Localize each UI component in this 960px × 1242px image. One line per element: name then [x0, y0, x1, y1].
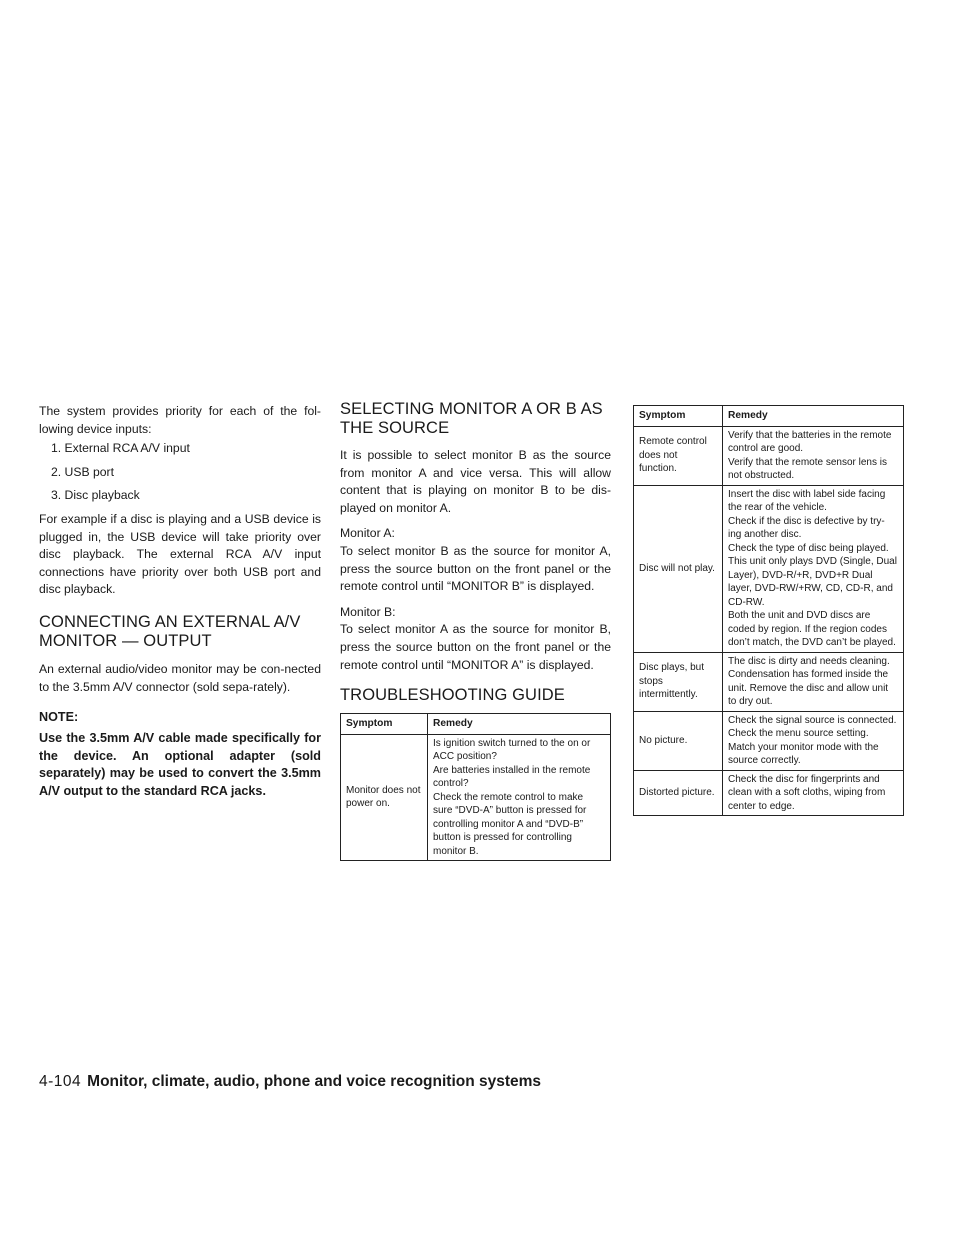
heading-line: THE SOURCE [340, 419, 450, 437]
section-heading-troubleshooting: TROUBLESHOOTING GUIDE [340, 686, 565, 705]
list-item: 1. External RCA A/V input [51, 441, 190, 456]
remedy-cell [723, 426, 904, 485]
column-left [39, 403, 321, 801]
remedy-line: Check the signal source is connected. [728, 714, 897, 726]
remedy-line: Check the menu source setting. [728, 728, 869, 739]
intro-paragraph: The system provides priority for each of the fol-lowing device inputs: [39, 404, 321, 436]
remedy-cell [723, 652, 904, 711]
monitor-a-label: Monitor A: [340, 526, 395, 541]
table-row [634, 652, 904, 711]
remedy-line: Are batteries installed in the remote control? [433, 764, 591, 790]
table-row [341, 734, 611, 861]
list-item: 3. Disc playback [51, 488, 140, 503]
remedy-line: Check the remote control to make sure “DVD-A” button is pressed for controlling monitor A and “DVD-B” button is pressed for controlling monitor B. [433, 791, 587, 857]
remedy-line: Check the disc for fingerprints and clean with a soft cloths, wiping from center to edge. [728, 773, 886, 812]
remedy-line: Is ignition switch turned to the on or ACC position? [433, 737, 591, 763]
table-row [634, 711, 904, 770]
example-paragraph: For example if a disc is playing and a USB device is plugged in, the USB device will take priority over disc playback. The external RCA A/V input connections have priority over both USB port and disc playback. [39, 511, 321, 597]
remedy-line: The disc is dirty and needs cleaning. [728, 655, 890, 667]
note-body: Use the 3.5mm A/V cable made specifically for the device. An optional adapter (sold separately) may be used to convert the 3.5mm A/V output to the standard RCA jacks. [39, 731, 321, 798]
remedy-cell [428, 734, 611, 861]
table-header-row [341, 714, 611, 735]
blank-top-area [0, 0, 960, 380]
selecting-monitor-paragraph: It is possible to select monitor B as the source from monitor A and vice versa. This will allow content that is playing on monitor B to be dis-played on monitor A. [340, 448, 611, 515]
section-title: Monitor, climate, audio, phone and voice recognition systems [87, 1073, 542, 1090]
table-header-row [634, 406, 904, 427]
symptom-cell: Remote control does not function. [634, 426, 723, 485]
symptom-cell: Disc plays, but stops intermittently. [634, 652, 723, 711]
header-symptom: Symptom [634, 406, 723, 427]
remedy-line: Check the type of disc being played. This unit only plays DVD (Single, Dual Layer), DVD-R/+R, DVD+R Dual layer, DVD-RW/+RW, CD, CD-R, and CD-RW. [728, 542, 897, 608]
header-symptom: Symptom [341, 714, 428, 735]
heading-line: CONNECTING AN EXTERNAL A/V [39, 612, 301, 631]
remedy-line: Verify that the batteries in the remote control are good. [728, 429, 892, 454]
page-number: 4-104 [39, 1073, 82, 1090]
symptom-cell: Distorted picture. [634, 770, 723, 816]
note-title: NOTE: [39, 710, 79, 725]
remedy-cell [723, 770, 904, 816]
monitor-a-paragraph: To select monitor B as the source for monitor A, press the source button on the front panel or the remote control until “MONITOR B” is displayed. [340, 543, 611, 594]
table-row [634, 426, 904, 485]
heading-line: SELECTING MONITOR A OR B AS [340, 400, 603, 418]
remedy-line: Condensation has formed inside the unit. Remove the disc and allow unit to dry out. [728, 669, 889, 707]
header-remedy: Remedy [428, 714, 611, 735]
symptom-cell: Monitor does not power on. [341, 734, 428, 861]
list-item: 2. USB port [51, 464, 114, 479]
header-remedy: Remedy [723, 406, 904, 427]
monitor-b-label: Monitor B: [340, 604, 396, 619]
section-heading-external-monitor [39, 613, 321, 651]
column-right [633, 405, 904, 816]
page-footer [39, 1073, 541, 1091]
remedy-cell [723, 711, 904, 770]
remedy-line: Check if the disc is defective by try-ing another disc. [728, 515, 885, 540]
remedy-line: Match your monitor mode with the source correctly. [728, 741, 879, 766]
remedy-line: Insert the disc with label side facing the rear of the vehicle. [728, 488, 886, 513]
external-monitor-paragraph: An external audio/video monitor may be con-nected to the 3.5mm A/V connector (sold sepa-rately). [39, 661, 321, 694]
troubleshooting-table-1 [340, 713, 611, 861]
heading-line: MONITOR — OUTPUT [39, 631, 212, 650]
table-row [634, 485, 904, 652]
priority-list [39, 440, 321, 505]
symptom-cell: Disc will not play. [634, 485, 723, 652]
remedy-line: Verify that the remote sensor lens is not obstructed. [728, 456, 887, 481]
troubleshooting-table-2 [633, 405, 904, 816]
section-heading-selecting-monitor [340, 400, 611, 438]
table-row [634, 770, 904, 816]
monitor-b-paragraph: To select monitor A as the source for monitor B, press the source button on the front panel or the remote control until “MONITOR A” is displayed. [340, 622, 611, 672]
remedy-cell [723, 485, 904, 652]
column-middle [340, 400, 611, 861]
symptom-cell: No picture. [634, 711, 723, 770]
remedy-line: Both the unit and DVD discs are coded by region. If the region codes don’t match, the DVD can’t be played. [728, 610, 896, 648]
